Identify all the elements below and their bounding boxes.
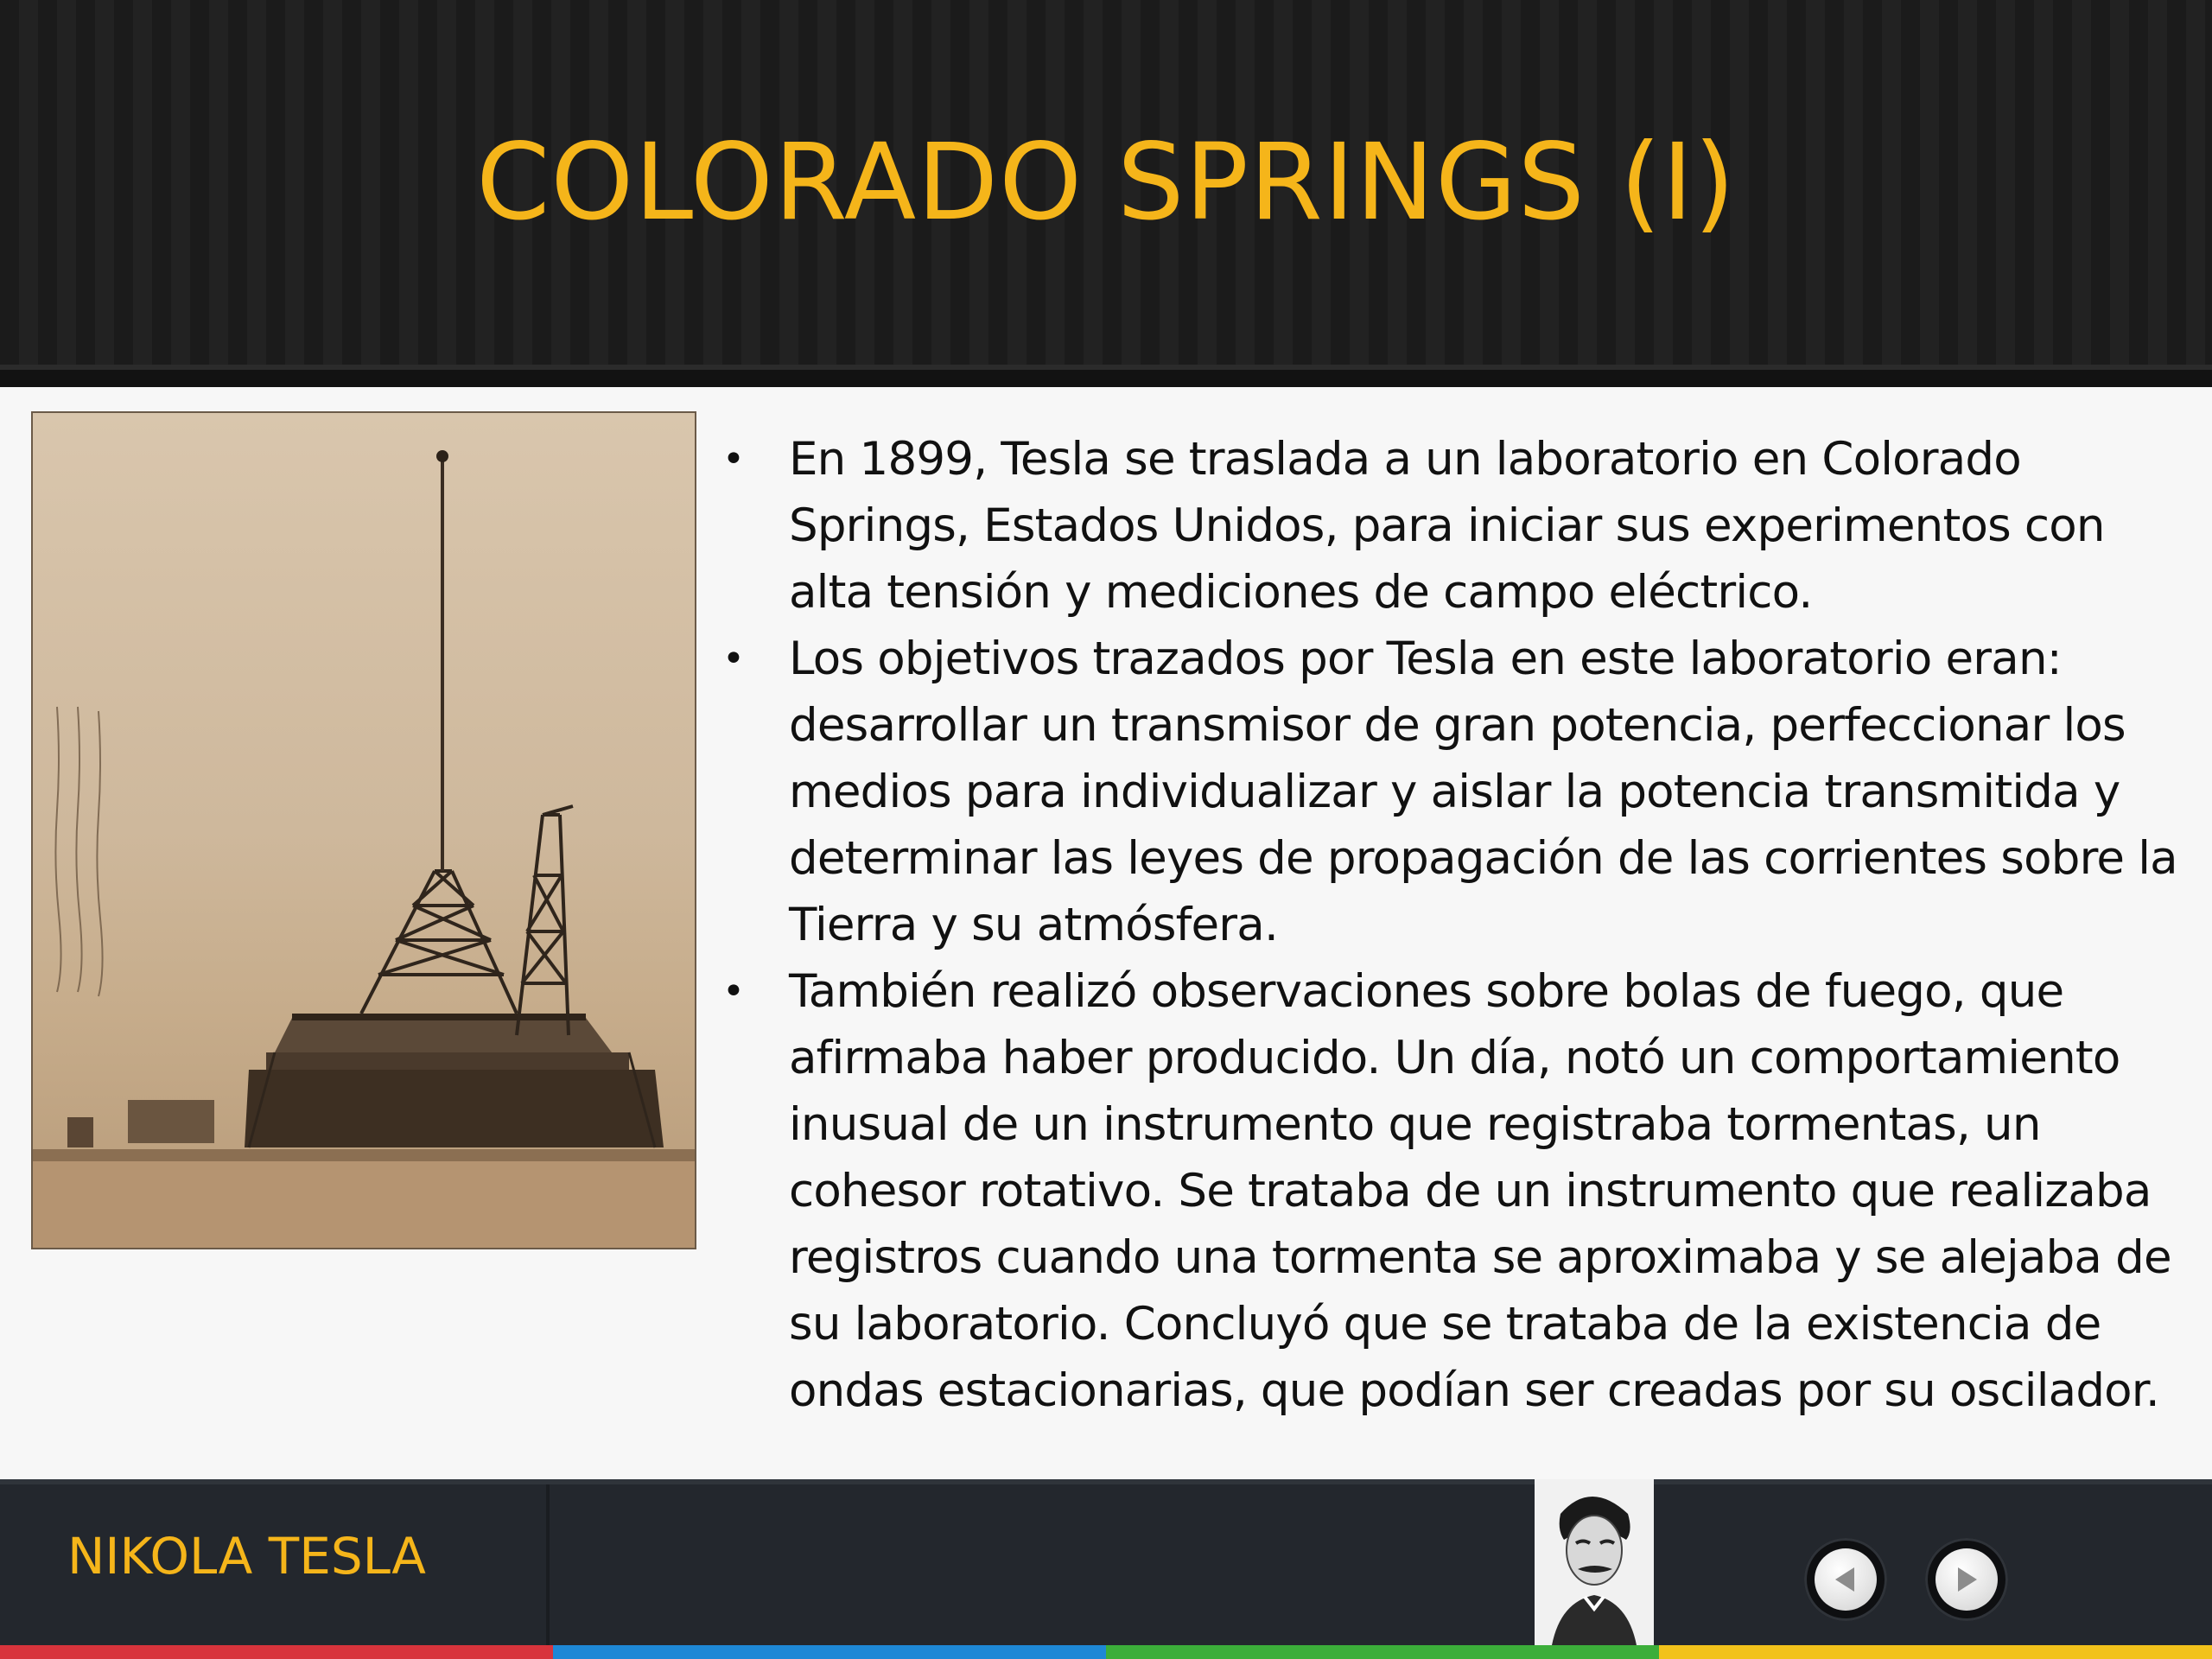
header-divider-shadow [0, 370, 2212, 387]
bullet-dot: • [722, 437, 745, 481]
bullet-dot: • [722, 637, 745, 681]
laboratory-photo [31, 411, 696, 1249]
footer-divider [0, 1479, 2212, 1484]
color-bar-segment-yellow [1659, 1645, 2212, 1659]
triangle-right-icon [1936, 1548, 1998, 1611]
footer-separator [546, 1484, 550, 1645]
bullet-text: En 1899, Tesla se traslada a un laboratorio en Colorado Springs, Estados Unidos, para iniciar sus experimentos con alta tensión y mediciones de campo eléctrico. [789, 433, 2105, 619]
slide-title: COLORADO SPRINGS (I) [476, 121, 1736, 244]
bullet-item [715, 426, 2184, 626]
color-bar-segment-red [0, 1645, 553, 1659]
color-bar-segment-blue [553, 1645, 1106, 1659]
previous-slide-button[interactable] [1804, 1538, 1887, 1621]
next-slide-button[interactable] [1925, 1538, 2008, 1621]
bullet-item [715, 958, 2184, 1424]
bullet-text: Los objetivos trazados por Tesla en este laboratorio eran: desarrollar un transmisor de gran potencia, perfeccionar los medios para individualizar y aislar la potencia transmitida y determinar las leyes de propagación de las corrientes sobre la Tierra y su atmósfera. [789, 632, 2177, 951]
bullet-text: También realizó observaciones sobre bolas de fuego, que afirmaba haber producido. Un día, notó un comportamiento inusual de un instrumento que registraba tormentas, un cohesor rotativo. Se trataba de un instrumento que realizaba registros cuando una tormenta se aproximaba y se alejaba de su laboratorio. Concluyó que se trataba de la existencia de ondas estacionarias, que podían ser creadas por su oscilador. [789, 965, 2171, 1417]
bullet-dot: • [722, 969, 745, 1014]
bullet-item [715, 626, 2184, 958]
color-bar-segment-green [1106, 1645, 1659, 1659]
triangle-left-icon [1815, 1548, 1877, 1611]
footer-color-bar [0, 1645, 2212, 1659]
bullet-list [715, 426, 2184, 1424]
footer-title: NIKOLA TESLA [67, 1527, 426, 1586]
tesla-portrait [1535, 1479, 1654, 1645]
